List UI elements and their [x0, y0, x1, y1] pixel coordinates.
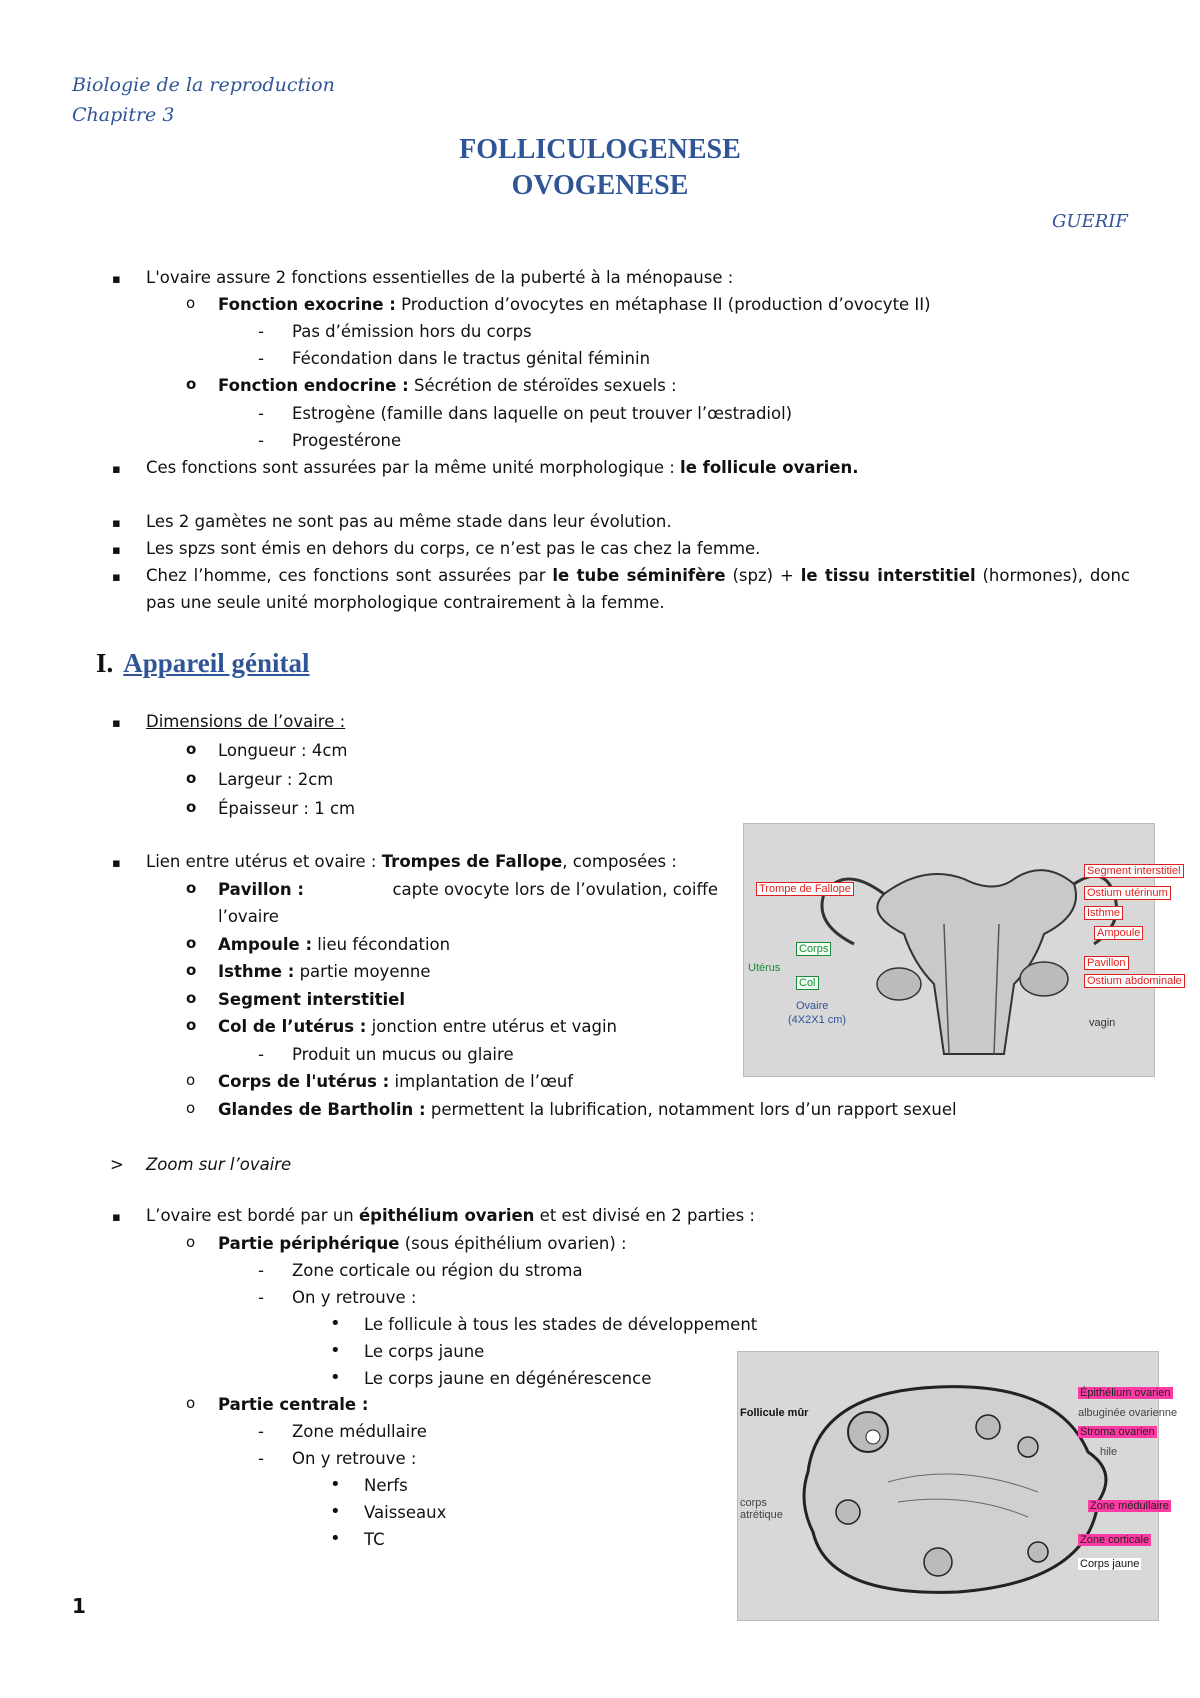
pavillon-text-cont: l’ovaire — [218, 907, 279, 926]
ampoule-text: lieu fécondation — [312, 935, 451, 954]
intro-line-2-text: Ces fonctions sont assurées par la même unité morphologique : — [146, 458, 681, 477]
dash-bullet: - — [258, 1449, 264, 1468]
square-bullet-icon: ▪ — [112, 543, 121, 558]
dot-bullet-icon: • — [330, 1313, 341, 1334]
page-number: 1 — [72, 1594, 86, 1618]
exocrine-text: Production d’ovocytes en métaphase II (production d’ovocyte II) — [395, 295, 931, 314]
label-pavillon: Pavillon — [1084, 956, 1129, 970]
ovaire-item — [146, 1206, 755, 1226]
label-uterus: Utérus — [748, 962, 781, 974]
intro-line-2-bold: le follicule ovarien. — [680, 458, 859, 477]
label-ostium-abdominale: Ostium abdominale — [1084, 974, 1185, 988]
label-follicule-mur: Follicule mûr — [740, 1407, 809, 1419]
intro-line-5-b: le tube séminifère — [552, 566, 726, 585]
ovaire-text-b: épithélium ovarien — [358, 1206, 535, 1225]
centrale-detail-2: On y retrouve : — [292, 1449, 417, 1468]
peripherique-label: Partie périphérique — [218, 1234, 400, 1253]
isthme-text: partie moyenne — [294, 962, 431, 981]
label-corps: Corps — [796, 942, 831, 956]
peripherique-subitem: Le corps jaune en dégénérescence — [364, 1369, 652, 1388]
label-trompe: Trompe de Fallope — [756, 882, 854, 896]
peripherique-item — [218, 1234, 627, 1254]
peripherique-subitem: Le corps jaune — [364, 1342, 485, 1361]
exocrine-detail-1: Pas d’émission hors du corps — [292, 322, 532, 341]
pavillon-text: capte ovocyte lors de l’ovulation, coiffe — [392, 880, 718, 899]
peripherique-detail-1: Zone corticale ou région du stroma — [292, 1261, 583, 1280]
lien-text-c: , composées : — [562, 852, 677, 871]
dot-bullet-icon: • — [330, 1340, 341, 1361]
circle-bullet-icon: o — [186, 1233, 196, 1251]
figure-genital-tract — [743, 823, 1182, 1077]
glandes-item — [218, 1100, 957, 1120]
col-detail: Produit un mucus ou glaire — [292, 1045, 514, 1064]
glandes-label: Glandes de Bartholin : — [218, 1100, 426, 1119]
intro-line-3: Les 2 gamètes ne sont pas au même stade dans leur évolution. — [146, 512, 672, 531]
square-bullet-icon: ▪ — [112, 856, 121, 871]
circle-bullet-icon: o — [186, 740, 197, 758]
label-ostium-uterinum: Ostium utérinum — [1084, 886, 1171, 900]
square-bullet-icon: ▪ — [112, 516, 121, 531]
ampoule-label: Ampoule : — [218, 935, 313, 954]
intro-line-4: Les spzs sont émis en dehors du corps, ce n’est pas le cas chez la femme. — [146, 539, 761, 558]
label-corps-atretique: corps atrétique — [740, 1497, 783, 1521]
peripherique-subitem: Le follicule à tous les stades de développement — [364, 1315, 758, 1334]
circle-bullet-icon: o — [186, 934, 197, 952]
dimension-item: Épaisseur : 1 cm — [218, 799, 356, 818]
label-segment: Segment interstitiel — [1084, 864, 1184, 878]
section-number: I. — [96, 648, 114, 678]
dot-bullet-icon: • — [330, 1367, 341, 1388]
pavillon-item — [218, 880, 718, 900]
dash-bullet: - — [258, 431, 264, 450]
author: GUERIF — [1052, 211, 1128, 232]
label-albuginee: albuginée ovarienne — [1078, 1407, 1178, 1419]
circle-bullet-icon: o — [186, 294, 196, 312]
label-zone-medullaire: Zone médullaire — [1090, 1500, 1169, 1512]
exocrine-detail-2: Fécondation dans le tractus génital féminin — [292, 349, 651, 368]
label-epithelium: Épithélium ovarien — [1080, 1387, 1171, 1399]
col-text: jonction entre utérus et vagin — [366, 1017, 618, 1036]
ovaire-text-a: L’ovaire est bordé par un — [146, 1206, 359, 1225]
glandes-text: permettent la lubrification, notamment lors d’un rapport sexuel — [425, 1100, 957, 1119]
square-bullet-icon: ▪ — [112, 570, 121, 585]
circle-bullet-icon: o — [186, 798, 197, 816]
circle-bullet-icon: o — [186, 769, 197, 787]
endocrine-label: Fonction endocrine : — [218, 376, 409, 395]
label-zone-corticale: Zone corticale — [1080, 1534, 1150, 1546]
chapter-label: Chapitre 3 — [72, 104, 175, 126]
square-bullet-icon: ▪ — [112, 272, 121, 287]
dimension-item: Largeur : 2cm — [218, 770, 334, 789]
label-ovaire: Ovaire — [796, 1000, 829, 1012]
zoom-heading: Zoom sur l’ovaire — [146, 1155, 292, 1174]
dash-bullet: - — [258, 1045, 264, 1064]
label-vagin: vagin — [1089, 1017, 1116, 1029]
centrale-detail-1: Zone médullaire — [292, 1422, 427, 1441]
col-label: Col de l’utérus : — [218, 1017, 367, 1036]
dot-bullet-icon: • — [330, 1501, 341, 1522]
exocrine-item — [218, 295, 931, 315]
dot-bullet-icon: • — [330, 1528, 341, 1549]
circle-bullet-icon: o — [186, 1099, 196, 1117]
dash-bullet: - — [258, 1288, 264, 1307]
dash-bullet: - — [258, 1422, 264, 1441]
dash-bullet: - — [258, 322, 264, 341]
corps-item — [218, 1072, 573, 1092]
col-item — [218, 1017, 617, 1037]
label-ovaire-dim: (4X2X1 cm) — [788, 1014, 847, 1026]
intro-line-1: L'ovaire assure 2 fonctions essentielles de la puberté à la ménopause : — [146, 268, 734, 287]
endocrine-text: Sécrétion de stéroïdes sexuels : — [408, 376, 677, 395]
square-bullet-icon: ▪ — [112, 462, 121, 477]
intro-line-5-a: Chez l’homme, ces fonctions sont assurées par — [146, 566, 553, 585]
isthme-item — [218, 962, 431, 982]
lien-text-a: Lien entre utérus et ovaire : — [146, 852, 382, 871]
pavillon-label: Pavillon : — [218, 880, 304, 899]
label-isthme: Isthme — [1084, 906, 1123, 920]
endocrine-detail-1: Estrogène (famille dans laquelle on peut trouver l’œstradiol) — [292, 404, 793, 423]
doc-title-line1: FOLLICULOGENESE — [459, 134, 741, 165]
endocrine-item — [218, 376, 677, 396]
course-title: Biologie de la reproduction — [72, 74, 335, 96]
circle-bullet-icon: o — [186, 1016, 197, 1034]
ovaire-text-c: et est divisé en 2 parties : — [534, 1206, 755, 1225]
circle-bullet-icon: o — [186, 961, 197, 979]
circle-bullet-icon: o — [186, 375, 197, 393]
square-bullet-icon: ▪ — [112, 716, 121, 731]
circle-bullet-icon: o — [186, 1394, 196, 1412]
intro-line-5-c: (spz) + — [725, 566, 801, 585]
centrale-subitem: Vaisseaux — [364, 1503, 447, 1522]
zoom-marker: > — [110, 1155, 124, 1174]
exocrine-label: Fonction exocrine : — [218, 295, 396, 314]
ampoule-item — [218, 935, 450, 955]
circle-bullet-icon: o — [186, 989, 197, 1007]
segment-item: Segment interstitiel — [218, 990, 406, 1009]
square-bullet-icon: ▪ — [112, 1210, 121, 1225]
lien-text-b: Trompes de Fallope — [381, 852, 563, 871]
label-hile: hile — [1100, 1446, 1118, 1458]
dash-bullet: - — [258, 1261, 264, 1280]
corps-text: implantation de l’œuf — [389, 1072, 574, 1091]
intro-line-5 — [146, 562, 1130, 616]
lien-item — [146, 852, 677, 872]
dimensions-label: Dimensions de l’ovaire : — [146, 712, 346, 731]
dot-bullet-icon: • — [330, 1474, 341, 1495]
label-corps-jaune: Corps jaune — [1080, 1558, 1140, 1570]
label-ampoule: Ampoule — [1094, 926, 1143, 940]
centrale-subitem: TC — [364, 1530, 385, 1549]
circle-bullet-icon: o — [186, 879, 197, 897]
corps-label: Corps de l'utérus : — [218, 1072, 390, 1091]
label-stroma: Stroma ovarien — [1080, 1426, 1155, 1438]
doc-title-line2: OVOGENESE — [511, 170, 689, 201]
endocrine-detail-2: Progestérone — [292, 431, 402, 450]
dimension-item: Longueur : 4cm — [218, 741, 348, 760]
centrale-item: Partie centrale : — [218, 1395, 369, 1414]
peripherique-detail-2: On y retrouve : — [292, 1288, 417, 1307]
intro-line-2 — [146, 458, 858, 478]
dash-bullet: - — [258, 349, 264, 368]
dash-bullet: - — [258, 404, 264, 423]
peripherique-text: (sous épithélium ovarien) : — [399, 1234, 627, 1253]
section-heading — [96, 648, 310, 679]
intro-line-5-e: (hormones), donc pas une seule unité morphologique contrairement à la femme. — [146, 566, 1131, 612]
label-col: Col — [796, 976, 819, 990]
figure-ovary-section — [737, 1351, 1178, 1621]
circle-bullet-icon: o — [186, 1071, 196, 1089]
centrale-subitem: Nerfs — [364, 1476, 408, 1495]
isthme-label: Isthme : — [218, 962, 295, 981]
section-title: Appareil génital — [123, 648, 310, 678]
intro-line-5-d: le tissu interstitiel — [800, 566, 976, 585]
